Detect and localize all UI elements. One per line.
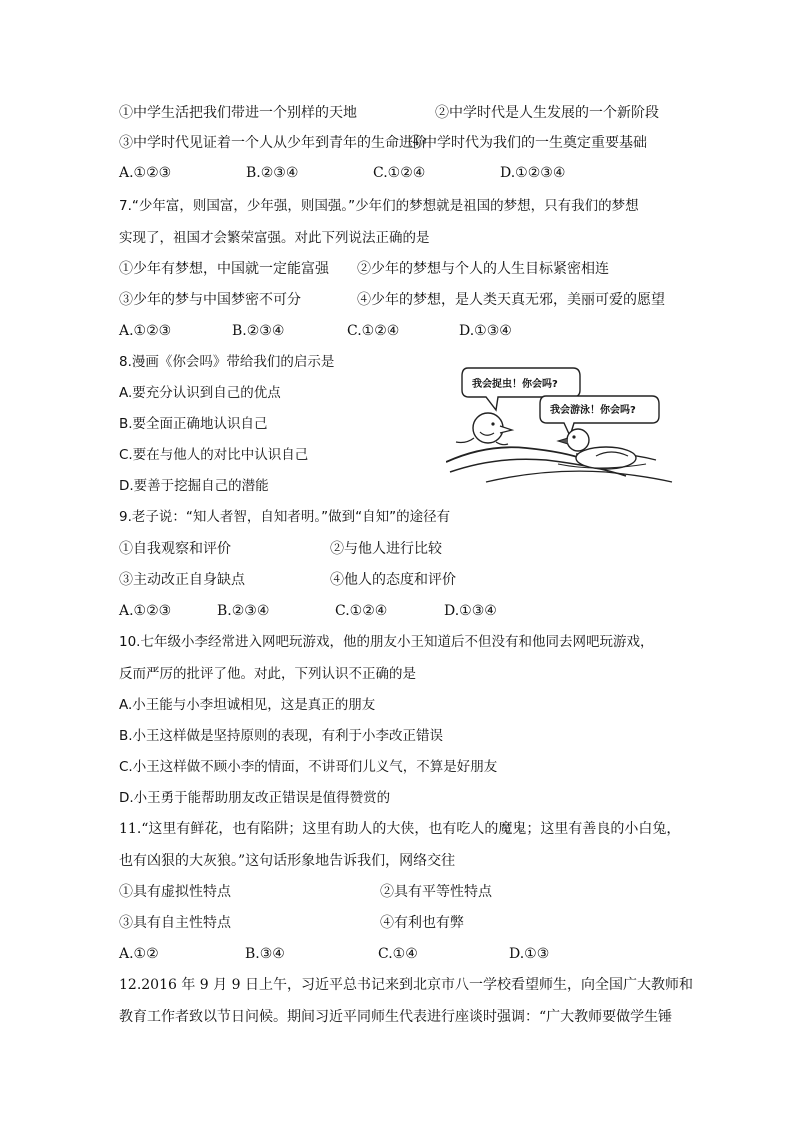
q7-option-4: ④少年的梦想，是人类天真无邪，美丽可爱的愿望 <box>357 292 665 308</box>
q11-choice-a: A.①② <box>119 946 159 962</box>
q6-option-4: ④中学时代为我们的一生奠定重要基础 <box>409 135 647 151</box>
q10-stem-line2: 反而严厉的批评了他。对此，下列认识不正确的是 <box>119 666 416 682</box>
q6-choice-d: D.①②③④ <box>500 165 566 181</box>
q11-choice-d: D.①③ <box>509 946 550 962</box>
q10-choice-c: C.小王这样做不顾小李的情面，不讲哥们儿义气，不算是好朋友 <box>119 759 498 775</box>
q11-stem-line1: 11.“这里有鲜花，也有陷阱；这里有助人的大侠，也有吃人的魔鬼；这里有善良的小白兔， <box>119 821 681 837</box>
q10-stem-line1: 10.七年级小李经常进入网吧玩游戏，他的朋友小王知道后不但没有和他同去网吧玩游戏， <box>119 634 654 650</box>
q11-option-4: ④有利也有弊 <box>380 915 464 931</box>
q12-stem-line2: 教育工作者致以节日问候。期间习近平同师生代表进行座谈时强调：“广大教师要做学生锤 <box>119 1009 673 1025</box>
bird-drawing <box>456 413 512 445</box>
q10-choice-a: A.小王能与小李坦诚相见，这是真正的朋友 <box>119 697 376 713</box>
q7-choice-b: B.②③④ <box>232 323 285 339</box>
q8-choice-a: A.要充分认识到自己的优点 <box>119 385 281 401</box>
q8-choice-d: D.要善于挖掘自己的潜能 <box>119 478 269 494</box>
q6-option-2: ②中学时代是人生发展的一个新阶段 <box>435 105 659 121</box>
q9-choice-c: C.①②④ <box>335 603 388 619</box>
q8-choice-b: B.要全面正确地认识自己 <box>119 416 268 432</box>
q7-choice-c: C.①②④ <box>347 323 400 339</box>
q7-stem-line1: 7.“少年富，则国富，少年强，则国强。”少年们的梦想就是祖国的梦想，只有我们的梦想 <box>119 198 639 214</box>
q11-option-2: ②具有平等性特点 <box>380 884 492 900</box>
q10-choice-d: D.小王勇于能帮助朋友改正错误是值得赞赏的 <box>119 790 391 806</box>
q7-choice-d: D.①③④ <box>459 323 512 339</box>
q11-choice-b: B.③④ <box>245 946 285 962</box>
q12-stem-line1: 12.2016 年 9 月 9 日上午，习近平总书记来到北京市八一学校看望师生，向全国广大教师和 <box>119 977 693 993</box>
q7-stem-line2: 实现了，祖国才会繁荣富强。对此下列说法正确的是 <box>119 230 430 246</box>
q7-option-1: ①少年有梦想，中国就一定能富强 <box>119 261 329 277</box>
q11-option-1: ①具有虚拟性特点 <box>119 884 231 900</box>
q7-option-3: ③少年的梦与中国梦密不可分 <box>119 292 301 308</box>
q9-option-4: ④他人的态度和评价 <box>330 572 456 588</box>
q9-stem: 9.老子说：“知人者智，自知者明。”做到“自知”的途径有 <box>119 509 451 525</box>
q11-option-3: ③具有自主性特点 <box>119 915 231 931</box>
q7-choice-a: A.①②③ <box>119 323 172 339</box>
q9-option-2: ②与他人进行比较 <box>330 541 442 557</box>
q11-stem-line2: 也有凶狠的大灰狼。”这句话形象地告诉我们，网络交往 <box>119 853 456 869</box>
bubble-2-text: 我会游泳！你会吗? <box>550 405 636 416</box>
q8-choice-c: C.要在与他人的对比中认识自己 <box>119 447 309 463</box>
q6-choice-b: B.②③④ <box>246 165 299 181</box>
bubble-1-text: 我会捉虫！你会吗? <box>472 379 558 390</box>
q6-option-3: ③中学时代见证着一个人从少年到青年的生命进阶 <box>119 135 427 151</box>
q6-option-1: ①中学生活把我们带进一个别样的天地 <box>119 105 357 121</box>
q6-choice-c: C.①②④ <box>373 165 426 181</box>
cartoon-illustration <box>446 360 674 484</box>
q11-choice-c: C.①④ <box>378 946 418 962</box>
q7-option-2: ②少年的梦想与个人的人生目标紧密相连 <box>357 261 609 277</box>
q9-option-3: ③主动改正自身缺点 <box>119 572 245 588</box>
q9-choice-a: A.①②③ <box>119 603 172 619</box>
q9-option-1: ①自我观察和评价 <box>119 541 231 557</box>
q6-choice-a: A.①②③ <box>119 165 172 181</box>
q10-choice-b: B.小王这样做是坚持原则的表现，有利于小李改正错误 <box>119 728 444 744</box>
q9-choice-b: B.②③④ <box>217 603 270 619</box>
q9-choice-d: D.①③④ <box>444 603 497 619</box>
q8-stem: 8.漫画《你会吗》带给我们的启示是 <box>119 354 335 370</box>
